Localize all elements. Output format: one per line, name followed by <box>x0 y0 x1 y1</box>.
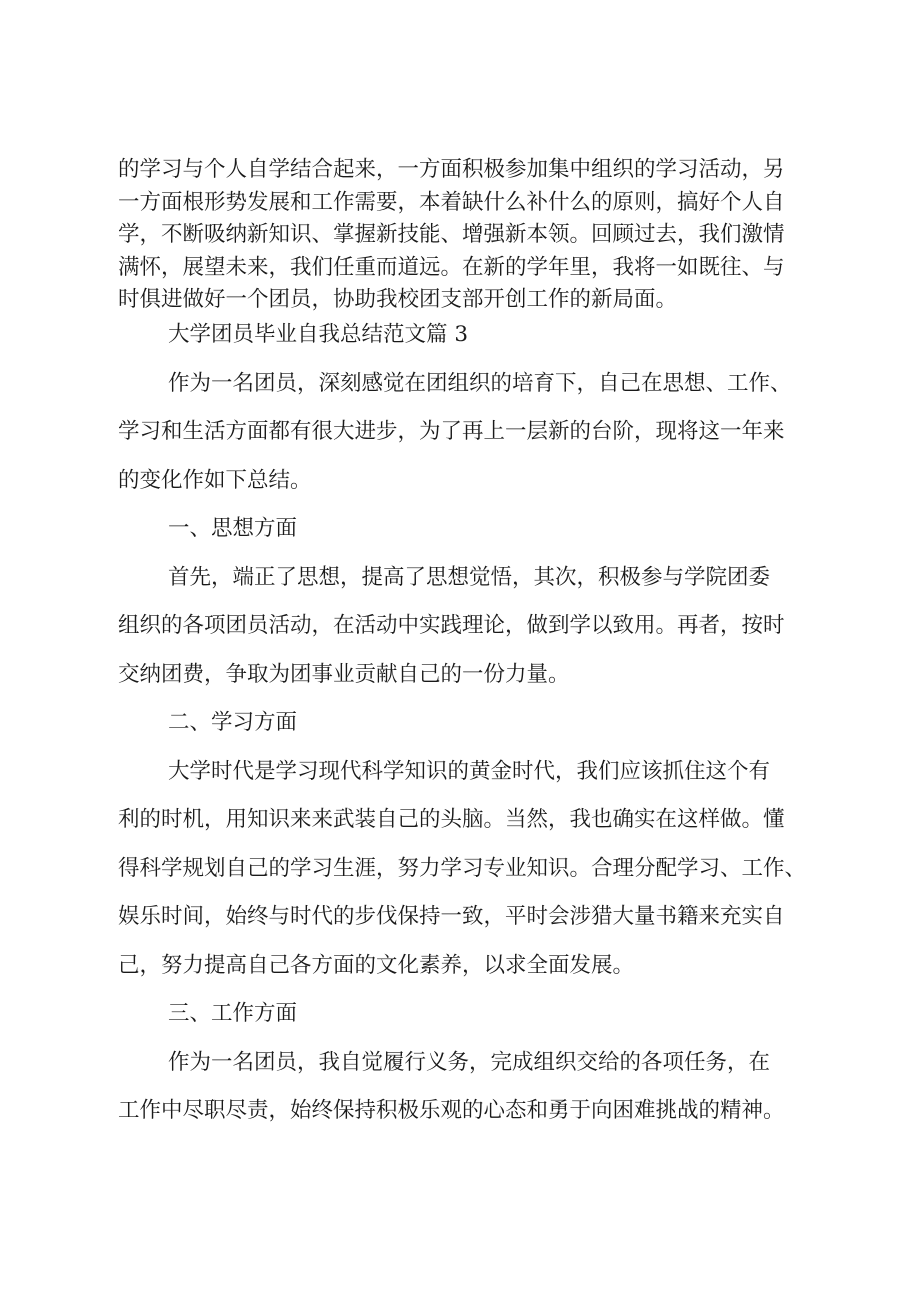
continuation-paragraph <box>118 154 838 317</box>
text-line: 首先，端正了思想，提高了思想觉悟，其次，积极参与学院团委 <box>168 564 771 590</box>
text-line: 交纳团费，争取为团事业贡献自己的一份力量。 <box>118 661 570 687</box>
text-line: 的变化作如下总结。 <box>118 467 312 493</box>
text-line: 满怀，展望未来，我们任重而道远。在新的学年里，我将一如既往、与 <box>118 254 785 280</box>
text-line: 作为一名团员，深刻感觉在团组织的培育下，自己在思想、工作、 <box>168 370 792 396</box>
text-line: 组织的各项团员活动，在活动中实践理论，做到学以致用。再者，按时 <box>118 613 785 638</box>
text-line: 利的时机，用知识来来武装自己的头脑。当然，我也确实在这样做。懂 <box>118 807 785 832</box>
text-line: 学习和生活方面都有很大进步，为了再上一层新的台阶，现将这一年来 <box>118 419 785 444</box>
heading-study: 二、学习方面 <box>168 710 298 735</box>
text-line: 的学习与个人自学结合起来，一方面积极参加集中组织的学习活动，另 <box>118 157 785 182</box>
text-line: 一方面根形势发展和工作需要，本着缺什么补什么的原则，搞好个人自 <box>118 189 785 215</box>
text-line: 己，努力提高自己各方面的文化素养，以求全面发展。 <box>118 952 635 978</box>
section-title: 大学团员毕业自我总结范文篇 3 <box>168 322 469 347</box>
article-body <box>118 311 838 1136</box>
text-line: 工作中尽职尽责，始终保持积极乐观的心态和勇于向困难挑战的精神。 <box>118 1098 785 1123</box>
text-line: 学，不断吸纳新知识、掌握新技能、增强新本领。回顾过去，我们激情 <box>118 222 785 248</box>
text-line: 时俱进做好一个团员，协助我校团支部开创工作的新局面。 <box>118 287 678 313</box>
text-line: 作为一名团员，我自觉履行义务，完成组织交给的各项任务，在 <box>168 1049 771 1075</box>
heading-thought: 一、思想方面 <box>168 516 298 541</box>
text-line: 娱乐时间，始终与时代的步伐保持一致，平时会涉猎大量书籍来充实自 <box>118 904 785 929</box>
heading-work: 三、工作方面 <box>168 1001 298 1026</box>
text-line: 大学时代是学习现代科学知识的黄金时代，我们应该抓住这个有 <box>168 758 771 784</box>
text-line: 得科学规划自己的学习生涯，努力学习专业知识。合理分配学习、工作、 <box>118 855 807 881</box>
